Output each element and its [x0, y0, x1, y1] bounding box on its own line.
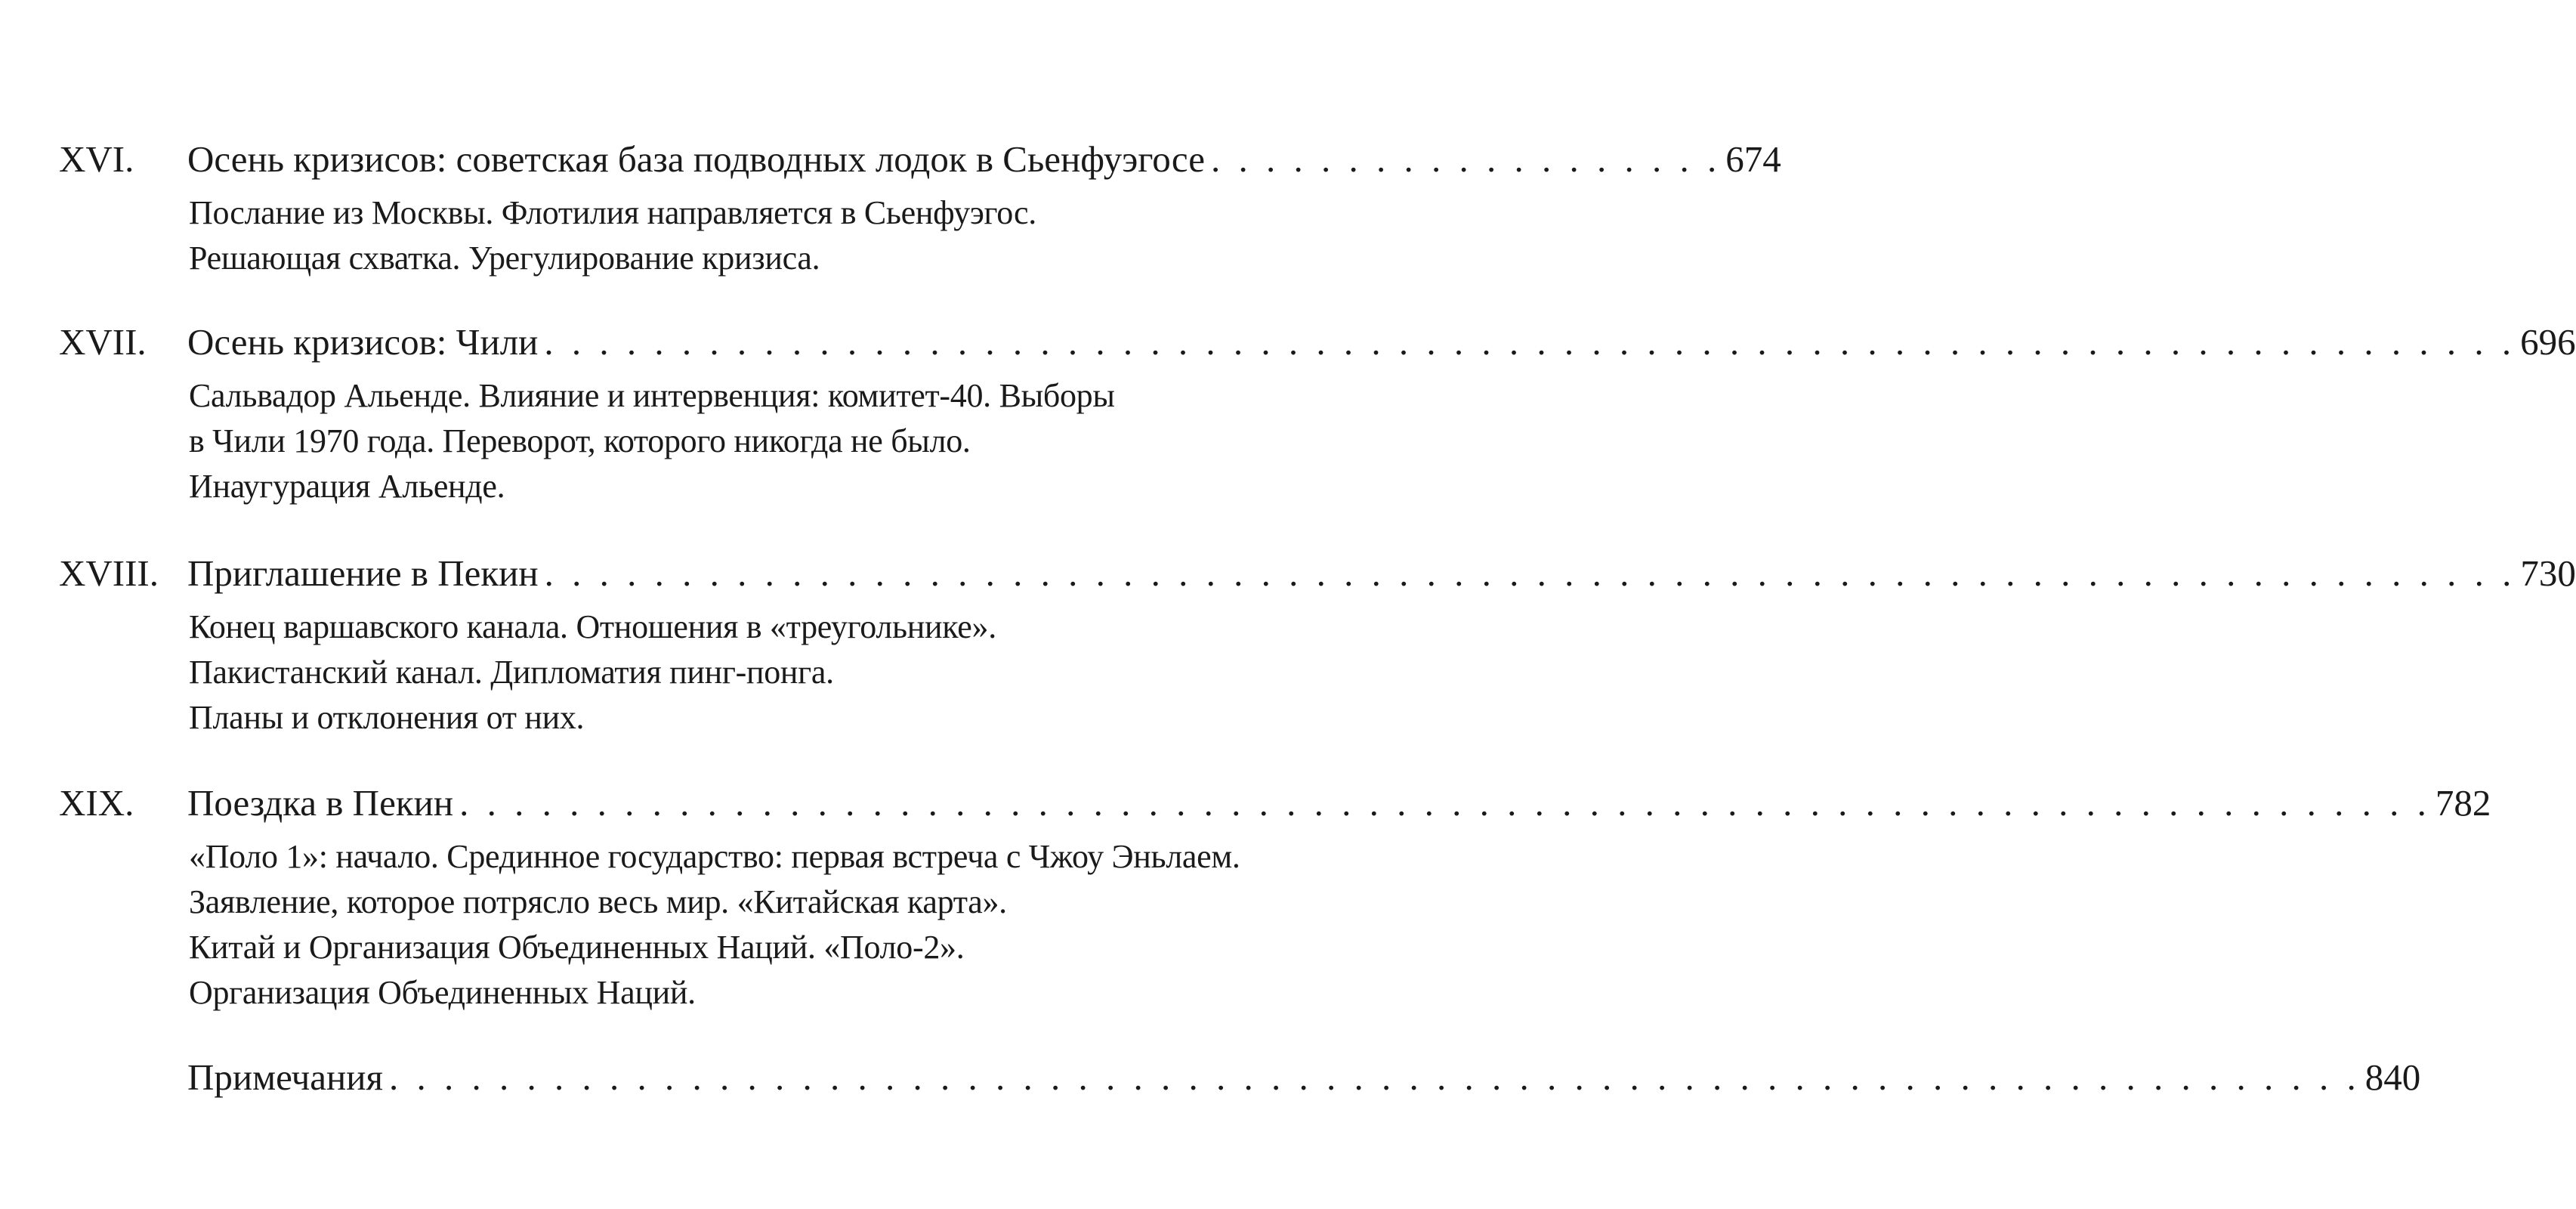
toc-entry-heading [0, 135, 1781, 184]
toc-entry [0, 135, 1781, 277]
dot-leader: . . . . . . . . . . . . . . . . . . . . . . . . . . . . . . . . . . . . . . . . . . . . . . . . . . . . . . . . . . . . . . . . . . . . . . . . [389, 1056, 2361, 1098]
chapter-subsections [189, 834, 1488, 1016]
page-number: 696 [2520, 321, 2576, 363]
dot-leader: . . . . . . . . . . . . . . . . . . . . . . . . . . . . . . . . . . . . . . . . . . . . . . . . . . . . . . . . . . . . . . . . . . . . . . . . [459, 782, 2431, 824]
toc-entry-heading [0, 317, 2576, 367]
subsection-line: Планы и отклонения от них. [189, 699, 585, 736]
page-number: 674 [1725, 138, 1781, 180]
subsection-line: Конец варшавского канала. Отношения в «треугольнике». [189, 608, 996, 645]
toc-entry [0, 778, 2491, 1011]
subsection-line: в Чили 1970 года. Переворот, которого никогда не было. [189, 422, 971, 459]
chapter-title: Осень кризисов: советская база подводных лодок в Сьенфуэгосе [187, 135, 1211, 184]
chapter-numeral: XIX. [59, 782, 134, 824]
toc-entry-heading [0, 778, 2491, 828]
subsection-line: Инаугурация Альенде. [189, 468, 505, 505]
subsection-line: «Поло 1»: начало. Срединное государство: первая встреча с Чжоу Эньлаем. [189, 838, 1240, 875]
toc-entry-heading [0, 549, 2576, 598]
toc-entry-heading [0, 1053, 2421, 1102]
chapter-subsections [189, 373, 1488, 509]
notes-title: Примечания [187, 1053, 389, 1102]
subsection-line: Заявление, которое потрясло весь мир. «Китайская карта». [189, 883, 1007, 920]
toc-entry [0, 317, 2576, 505]
dot-leader: . . . . . . . . . . . . . . . . . . . [1211, 138, 1722, 180]
chapter-title: Приглашение в Пекин [187, 549, 545, 598]
chapter-title-line[interactable] [187, 549, 2576, 598]
toc-entry-notes [0, 1053, 2421, 1102]
subsection-line: Послание из Москвы. Флотилия направляется в Сьенфуэгос. [189, 194, 1036, 231]
chapter-title-line[interactable] [187, 135, 1781, 184]
page-number: 840 [2364, 1056, 2421, 1098]
subsection-line: Сальвадор Альенде. Влияние и интервенция: комитет-40. Выборы [189, 377, 1115, 414]
chapter-title: Поездка в Пекин [187, 778, 459, 828]
chapter-title-line[interactable] [187, 778, 2491, 828]
subsection-line: Пакистанский канал. Дипломатия пинг-понга. [189, 654, 834, 691]
subsection-line: Организация Объединенных Наций. [189, 974, 696, 1011]
notes-title-line[interactable] [187, 1053, 2421, 1102]
dot-leader: . . . . . . . . . . . . . . . . . . . . . . . . . . . . . . . . . . . . . . . . . . . . . . . . . . . . . . . . . . . . . . . . . . . . . . . . [544, 552, 2516, 594]
chapter-title: Осень кризисов: Чили [187, 317, 544, 367]
subsection-line: Китай и Организация Объединенных Наций. «Поло-2». [189, 929, 965, 966]
chapter-title-line[interactable] [187, 317, 2576, 367]
toc-entry [0, 549, 2576, 736]
dot-leader: . . . . . . . . . . . . . . . . . . . . . . . . . . . . . . . . . . . . . . . . . . . . . . . . . . . . . . . . . . . . . . . . . . . . . . . . [544, 321, 2516, 363]
page-number: 730 [2520, 552, 2576, 594]
chapter-subsections [189, 190, 1488, 281]
chapter-numeral: XVII. [59, 321, 147, 363]
chapter-numeral: XVI. [59, 138, 134, 180]
page-number: 782 [2435, 782, 2491, 824]
chapter-subsections [189, 604, 1488, 741]
chapter-numeral: XVIII. [59, 552, 159, 594]
subsection-line: Решающая схватка. Урегулирование кризиса. [189, 240, 820, 277]
